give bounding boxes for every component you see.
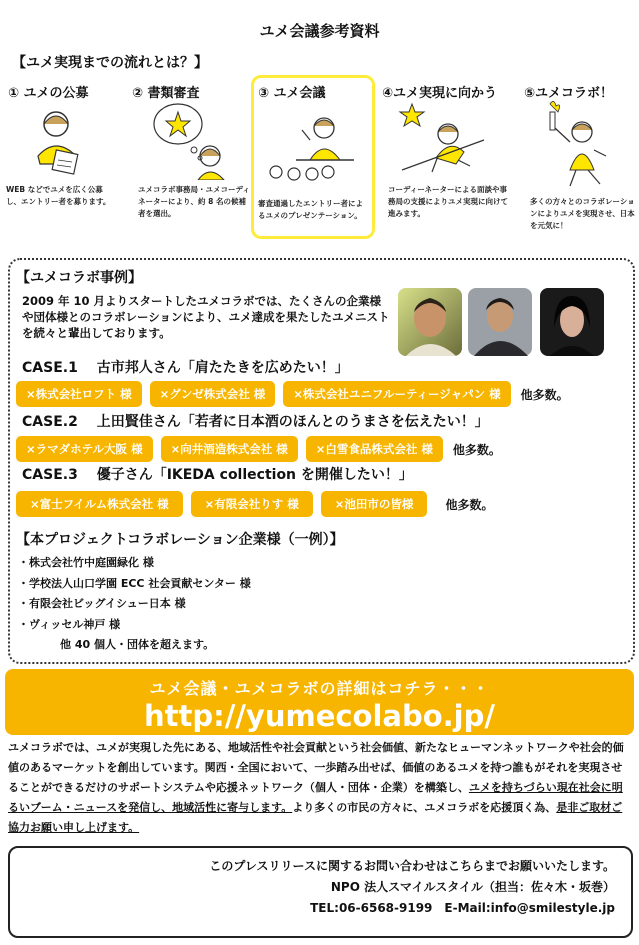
- case-1-etc: 他多数。: [520, 387, 569, 402]
- banner-url-link[interactable]: http://yumecolabo.jp/: [144, 699, 495, 733]
- page-title: ユメ会議参考資料: [259, 22, 380, 40]
- body-paragraph: [8, 738, 632, 838]
- step-5-desc: 多くの方々とのコラボレーションによりユメを実現させ、日本を元気に！: [530, 197, 635, 230]
- partner-chip: ×グンゼ株式会社 様: [150, 381, 276, 407]
- case-3-title: CASE.3 優子さん「IKEDA collection を開催したい！」: [22, 467, 413, 483]
- body-underlined-2: 是非ご取材ご協力お願い申し上げます。: [8, 801, 623, 834]
- collab-heading: 【本プロジェクトコラボレーション企業様（一例）】: [16, 532, 344, 548]
- partner-chip: ×ラマダホテル大阪 様: [16, 436, 153, 462]
- banner-heading: ユメ会議・ユメコラボの詳細はコチラ・・・: [149, 679, 490, 698]
- body-text-1: ユメコラボでは、ユメが実現した先にある、地域活性や社会貢献という社会価値、新たなヒューマンネットワークや社会的価値のあるマーケットを創出しています。関西・全国において、一歩踏み出せば、価値のあるユメを持つ誰もがそれを実現させることができるだけのサポートシステムや応援ネットワーク（個人・団体・企業）を構築し、: [8, 741, 624, 794]
- step-3-desc: 審査通過したエントリー者によるユメのプレゼンテーション。: [258, 199, 363, 220]
- case-1-title: CASE.1 古市邦人さん「肩たたきを広めたい！」: [22, 360, 349, 376]
- cases-intro: 2009 年 10 月よりスタートしたユメコラボでは、たくさんの企業様や団体様とのコラボレーションにより、ユメ達成を果たしたユメニストを続々と輩出しております。: [22, 294, 390, 340]
- collab-item: ・株式会社竹中庭園緑化 様: [18, 556, 154, 569]
- photo-case-3: [540, 288, 604, 356]
- collab-item: ・学校法人山口学園 ECC 社会貢献センター 様: [18, 576, 251, 590]
- contact-line-1: このプレスリリースに関するお問い合わせはこちらまでお願いいたします。: [209, 859, 615, 873]
- case-3-partners: [16, 491, 493, 517]
- step-1-label: ① ユメの公募: [8, 86, 89, 101]
- step-2-desc: ユメコラボ事務局・ユメコーディネーターにより、約 8 名の候補者を選出。: [138, 185, 250, 218]
- step-4-desc: コーディーネーターによる面談や事務局の支援によりユメ実現に向けて進みます。: [388, 185, 508, 218]
- body-text-2: より多くの市民の方々に、ユメコラボを応援頂く為、: [292, 801, 557, 814]
- photo-case-2: [468, 288, 532, 356]
- body-underlined-1: ユメを持ちづらい現在社会に明るいブーム・ニュースを発信し、地域活性に寄与します。: [8, 781, 623, 814]
- flow-heading: 【ユメ実現までの流れとは？】: [12, 55, 208, 71]
- partner-chip: ×富士フイルム株式会社 様: [16, 491, 183, 517]
- partner-chip: ×株式会社ロフト 様: [16, 381, 142, 407]
- step-5-illustration: [536, 98, 626, 190]
- step-3-label: ③ ユメ会議: [258, 86, 326, 101]
- url-banner: [5, 669, 634, 735]
- cases-heading: 【ユメコラボ事例】: [16, 270, 142, 286]
- step-1-desc: WEB などでユメを広く公募し、エントリー者を募ります。: [6, 185, 111, 206]
- step-5-label: ⑤ユメコラボ！: [524, 86, 614, 101]
- case-2-title: CASE.2 上田賢佳さん「若者に日本酒のほんとのうまさを伝えたい！」: [22, 414, 489, 430]
- contact-box: [8, 846, 633, 938]
- collab-item: ・有限会社ビッグイシュー日本 様: [18, 597, 186, 610]
- step-2-label: ② 書類審査: [132, 86, 200, 101]
- case-1-partners: [16, 381, 569, 407]
- step-4-label: ④ユメ実現に向かう: [382, 86, 498, 101]
- step-1-illustration: [18, 104, 98, 176]
- step-3-illustration: [262, 100, 362, 184]
- collab-list: [18, 553, 251, 656]
- partner-chip: ×向井酒造株式会社 様: [161, 436, 298, 462]
- case-2-partners: [16, 436, 501, 462]
- contact-line-2: NPO 法人スマイルスタイル（担当：佐々木・坂巻）: [330, 880, 615, 894]
- collab-item: ・ヴィッセル神戸 様: [18, 617, 121, 631]
- partner-chip: ×株式会社ユニフルーティージャパン 様: [283, 381, 510, 407]
- step-4-illustration: [392, 100, 492, 182]
- partner-chip: ×白雪食品株式会社 様: [306, 436, 443, 462]
- case-2-etc: 他多数。: [452, 442, 501, 457]
- collab-more: 他 40 個人・団体を超えます。: [60, 638, 215, 651]
- photo-case-1: [398, 288, 462, 356]
- step-2-illustration: [148, 100, 238, 180]
- case-3-etc: 他多数。: [445, 497, 494, 512]
- partner-chip: ×池田市の皆様: [321, 491, 428, 517]
- partner-chip: ×有限会社りす 様: [191, 491, 313, 517]
- contact-line-3: TEL:06-6568-9199 E-Mail:info@smilestyle.jp: [310, 901, 615, 915]
